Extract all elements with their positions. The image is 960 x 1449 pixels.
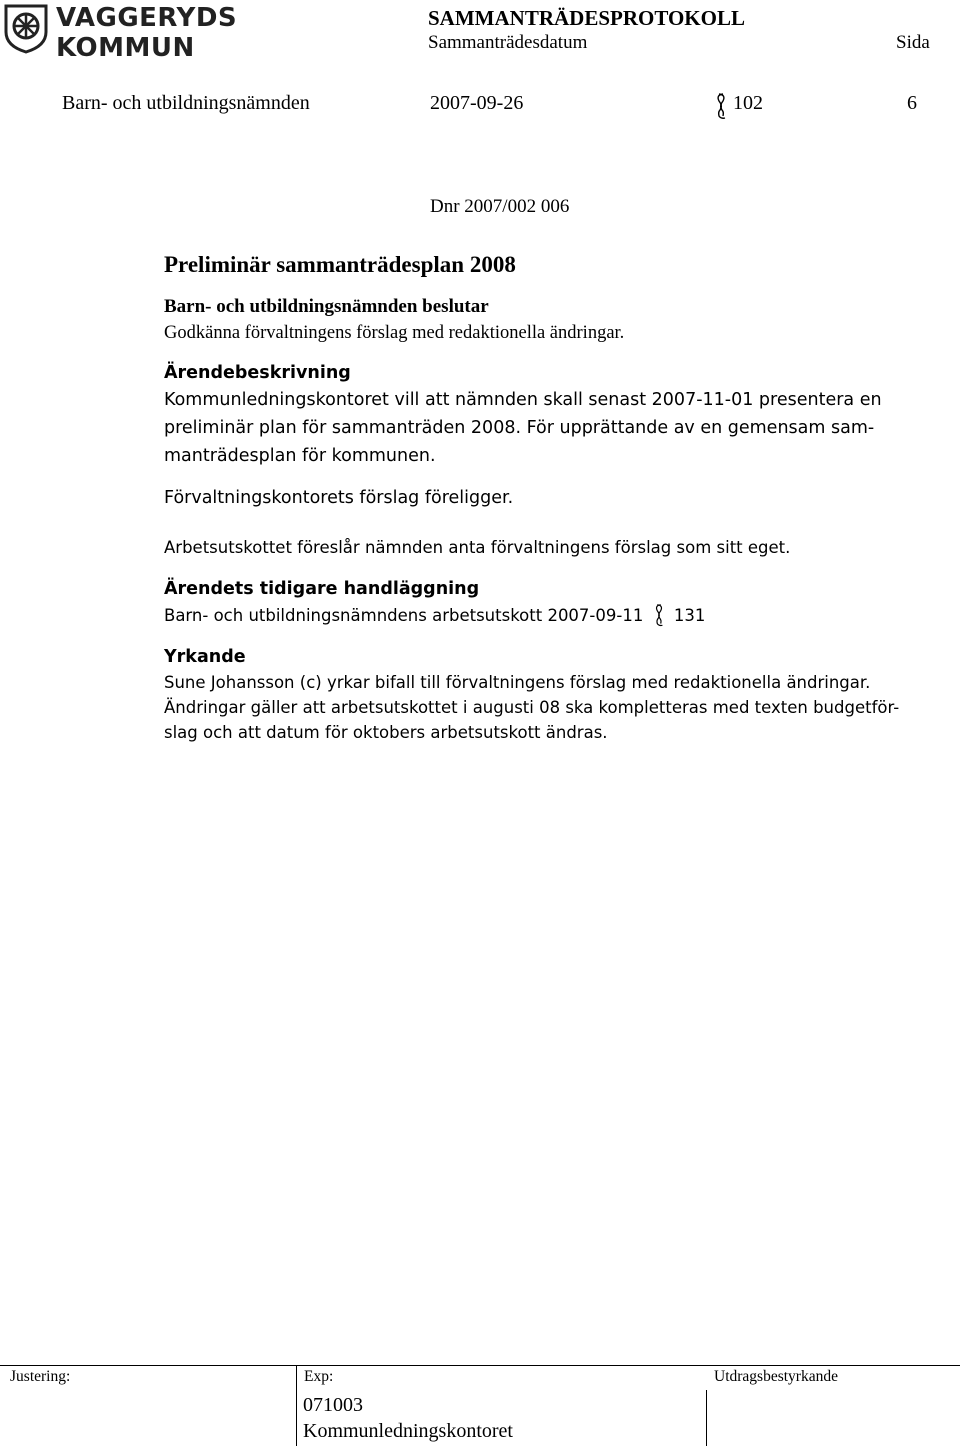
exp-recipient: Kommunledningskontoret [303,1420,513,1442]
history-paragraph: 131 [673,606,706,625]
description-line: preliminär plan för sammanträden 2008. För upprättande av en gemensam sam- [164,418,875,438]
exp-date: 071003 [303,1394,363,1416]
description-line: Kommunledningskontoret vill att nämnden skall senast 2007-11-01 presentera en [164,390,882,410]
justering-label: Justering: [10,1368,71,1385]
footer-divider [0,1365,960,1366]
footer-divider-left [296,1366,297,1446]
document-type: SAMMANTRÄDESPROTOKOLL [428,6,745,30]
motion-line: Sune Johansson (c) yrkar bifall till förvaltningens förslag med redaktionella ändringar. [164,673,871,692]
logo-text-line2: KOMMUN [56,33,195,63]
section-sign-icon [714,92,728,120]
motion-line: Ändringar gäller att arbetsutskottet i augusti 08 ska kompletteras med texten budgetför- [164,698,900,717]
motion-heading: Yrkande [164,647,246,667]
history-text: Barn- och utbildningsnämndens arbetsutskott 2007-09-11 [164,606,644,625]
decision-text: Godkänna förvaltningens förslag med redaktionella ändringar. [164,323,625,343]
section-sign-icon [653,603,665,627]
footer-divider-right [706,1390,707,1446]
municipality-logo-text [56,3,237,63]
meeting-date: 2007-09-26 [430,92,524,114]
committee-proposal-text: Arbetsutskottet föreslår nämnden anta förvaltningens förslag som sitt eget. [164,538,791,557]
motion-line: slag och att datum för oktobers arbetsutskott ändras. [164,723,608,742]
description-heading: Ärendebeskrivning [164,363,351,383]
page-label: Sida [896,32,930,53]
description-line: manträdesplan för kommunen. [164,446,436,466]
paragraph-number: 102 [733,92,763,114]
meeting-date-label: Sammanträdesdatum [428,32,588,53]
document-body [164,250,934,745]
committee-name: Barn- och utbildningsnämnden [62,92,310,114]
exp-label: Exp: [304,1368,334,1385]
history-line [164,602,934,630]
history-heading: Ärendets tidigare handläggning [164,579,480,599]
utdrag-label: Utdragsbestyrkande [714,1368,838,1385]
registration-number: Dnr 2007/002 006 [430,196,570,217]
municipality-logo-icon [2,2,50,54]
page-number: 6 [907,92,917,114]
proposal-text: Förvaltningskontorets förslag föreligger. [164,488,514,508]
page-title: Preliminär sammanträdesplan 2008 [164,252,516,277]
logo-text-line1: VAGGERYDS [56,3,238,33]
decision-heading: Barn- och utbildningsnämnden beslutar [164,296,489,317]
